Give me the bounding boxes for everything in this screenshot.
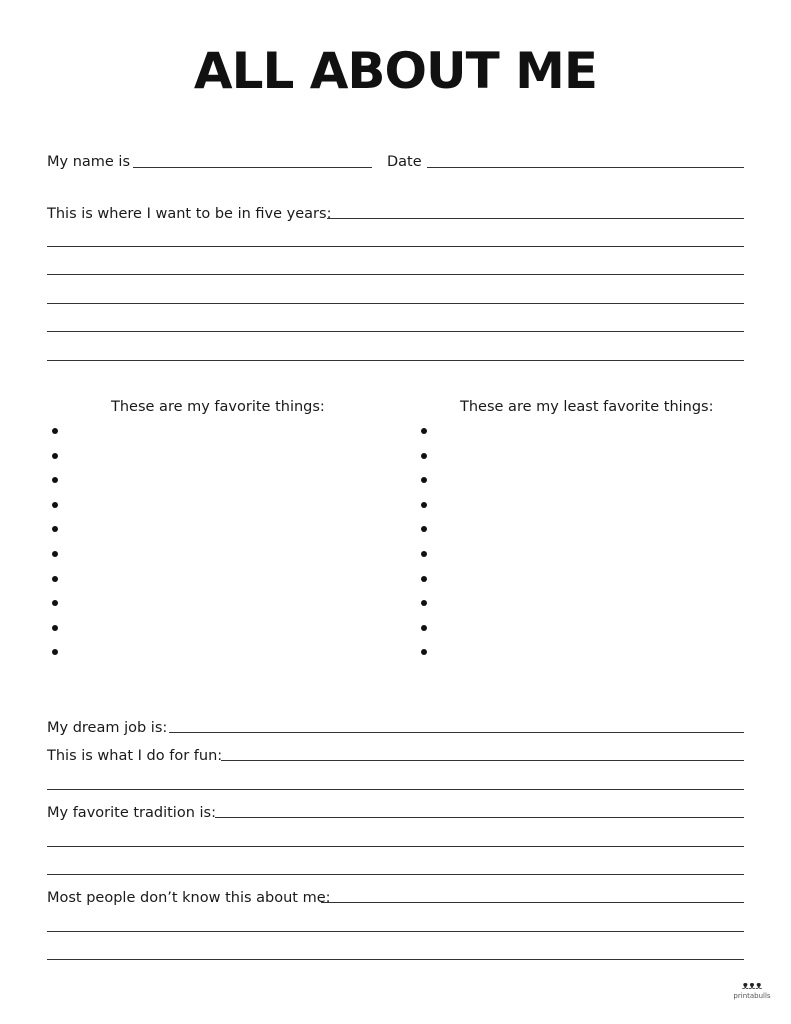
logo-text: printabulls [733, 992, 771, 1000]
favorite-bullet [52, 502, 58, 508]
least-favorite-bullet [421, 453, 427, 459]
tradition-label: My favorite tradition is: [47, 805, 216, 821]
tradition-line[interactable] [215, 817, 744, 818]
favorite-bullet [52, 477, 58, 483]
least-favorite-bullet [421, 526, 427, 532]
five-years-line[interactable] [47, 246, 744, 247]
least-favorite-bullet [421, 551, 427, 557]
date-label: Date [387, 154, 422, 170]
favorite-bullet [52, 453, 58, 459]
least-favorite-bullet [421, 600, 427, 606]
least-favorite-things-heading: These are my least favorite things: [460, 399, 714, 415]
favorite-bullet [52, 551, 58, 557]
bull-icon: ᴥᴥᴥ [741, 979, 763, 992]
five-years-line[interactable] [47, 274, 744, 275]
dream-job-label: My dream job is: [47, 720, 168, 736]
favorite-bullet [52, 526, 58, 532]
fun-line[interactable] [47, 789, 744, 790]
name-label: My name is [47, 154, 131, 170]
favorite-bullet [52, 576, 58, 582]
secret-line[interactable] [47, 959, 744, 960]
secret-line[interactable] [321, 902, 744, 903]
least-favorite-bullet [421, 428, 427, 434]
favorite-bullet [52, 625, 58, 631]
least-favorite-bullet [421, 576, 427, 582]
least-favorite-bullet [421, 502, 427, 508]
least-favorite-bullet [421, 477, 427, 483]
fun-line[interactable] [221, 760, 744, 761]
dream-job-line[interactable] [169, 732, 744, 733]
five-years-line[interactable] [327, 218, 744, 219]
secret-line[interactable] [47, 931, 744, 932]
page-title: ALL ABOUT ME [193, 42, 598, 100]
favorite-things-heading: These are my favorite things: [111, 399, 325, 415]
secret-label: Most people don’t know this about me: [47, 890, 331, 906]
least-favorite-bullet [421, 649, 427, 655]
tradition-line[interactable] [47, 874, 744, 875]
favorite-bullet [52, 649, 58, 655]
five-years-line[interactable] [47, 303, 744, 304]
least-favorite-bullet [421, 625, 427, 631]
five-years-line[interactable] [47, 331, 744, 332]
date-line[interactable] [427, 167, 744, 168]
tradition-line[interactable] [47, 846, 744, 847]
favorite-bullet [52, 428, 58, 434]
fun-label: This is what I do for fun: [47, 748, 223, 764]
five-years-label: This is where I want to be in five years: [47, 206, 332, 222]
favorite-bullet [52, 600, 58, 606]
five-years-line[interactable] [47, 360, 744, 361]
printabulls-logo [732, 980, 772, 1004]
name-line[interactable] [133, 167, 372, 168]
